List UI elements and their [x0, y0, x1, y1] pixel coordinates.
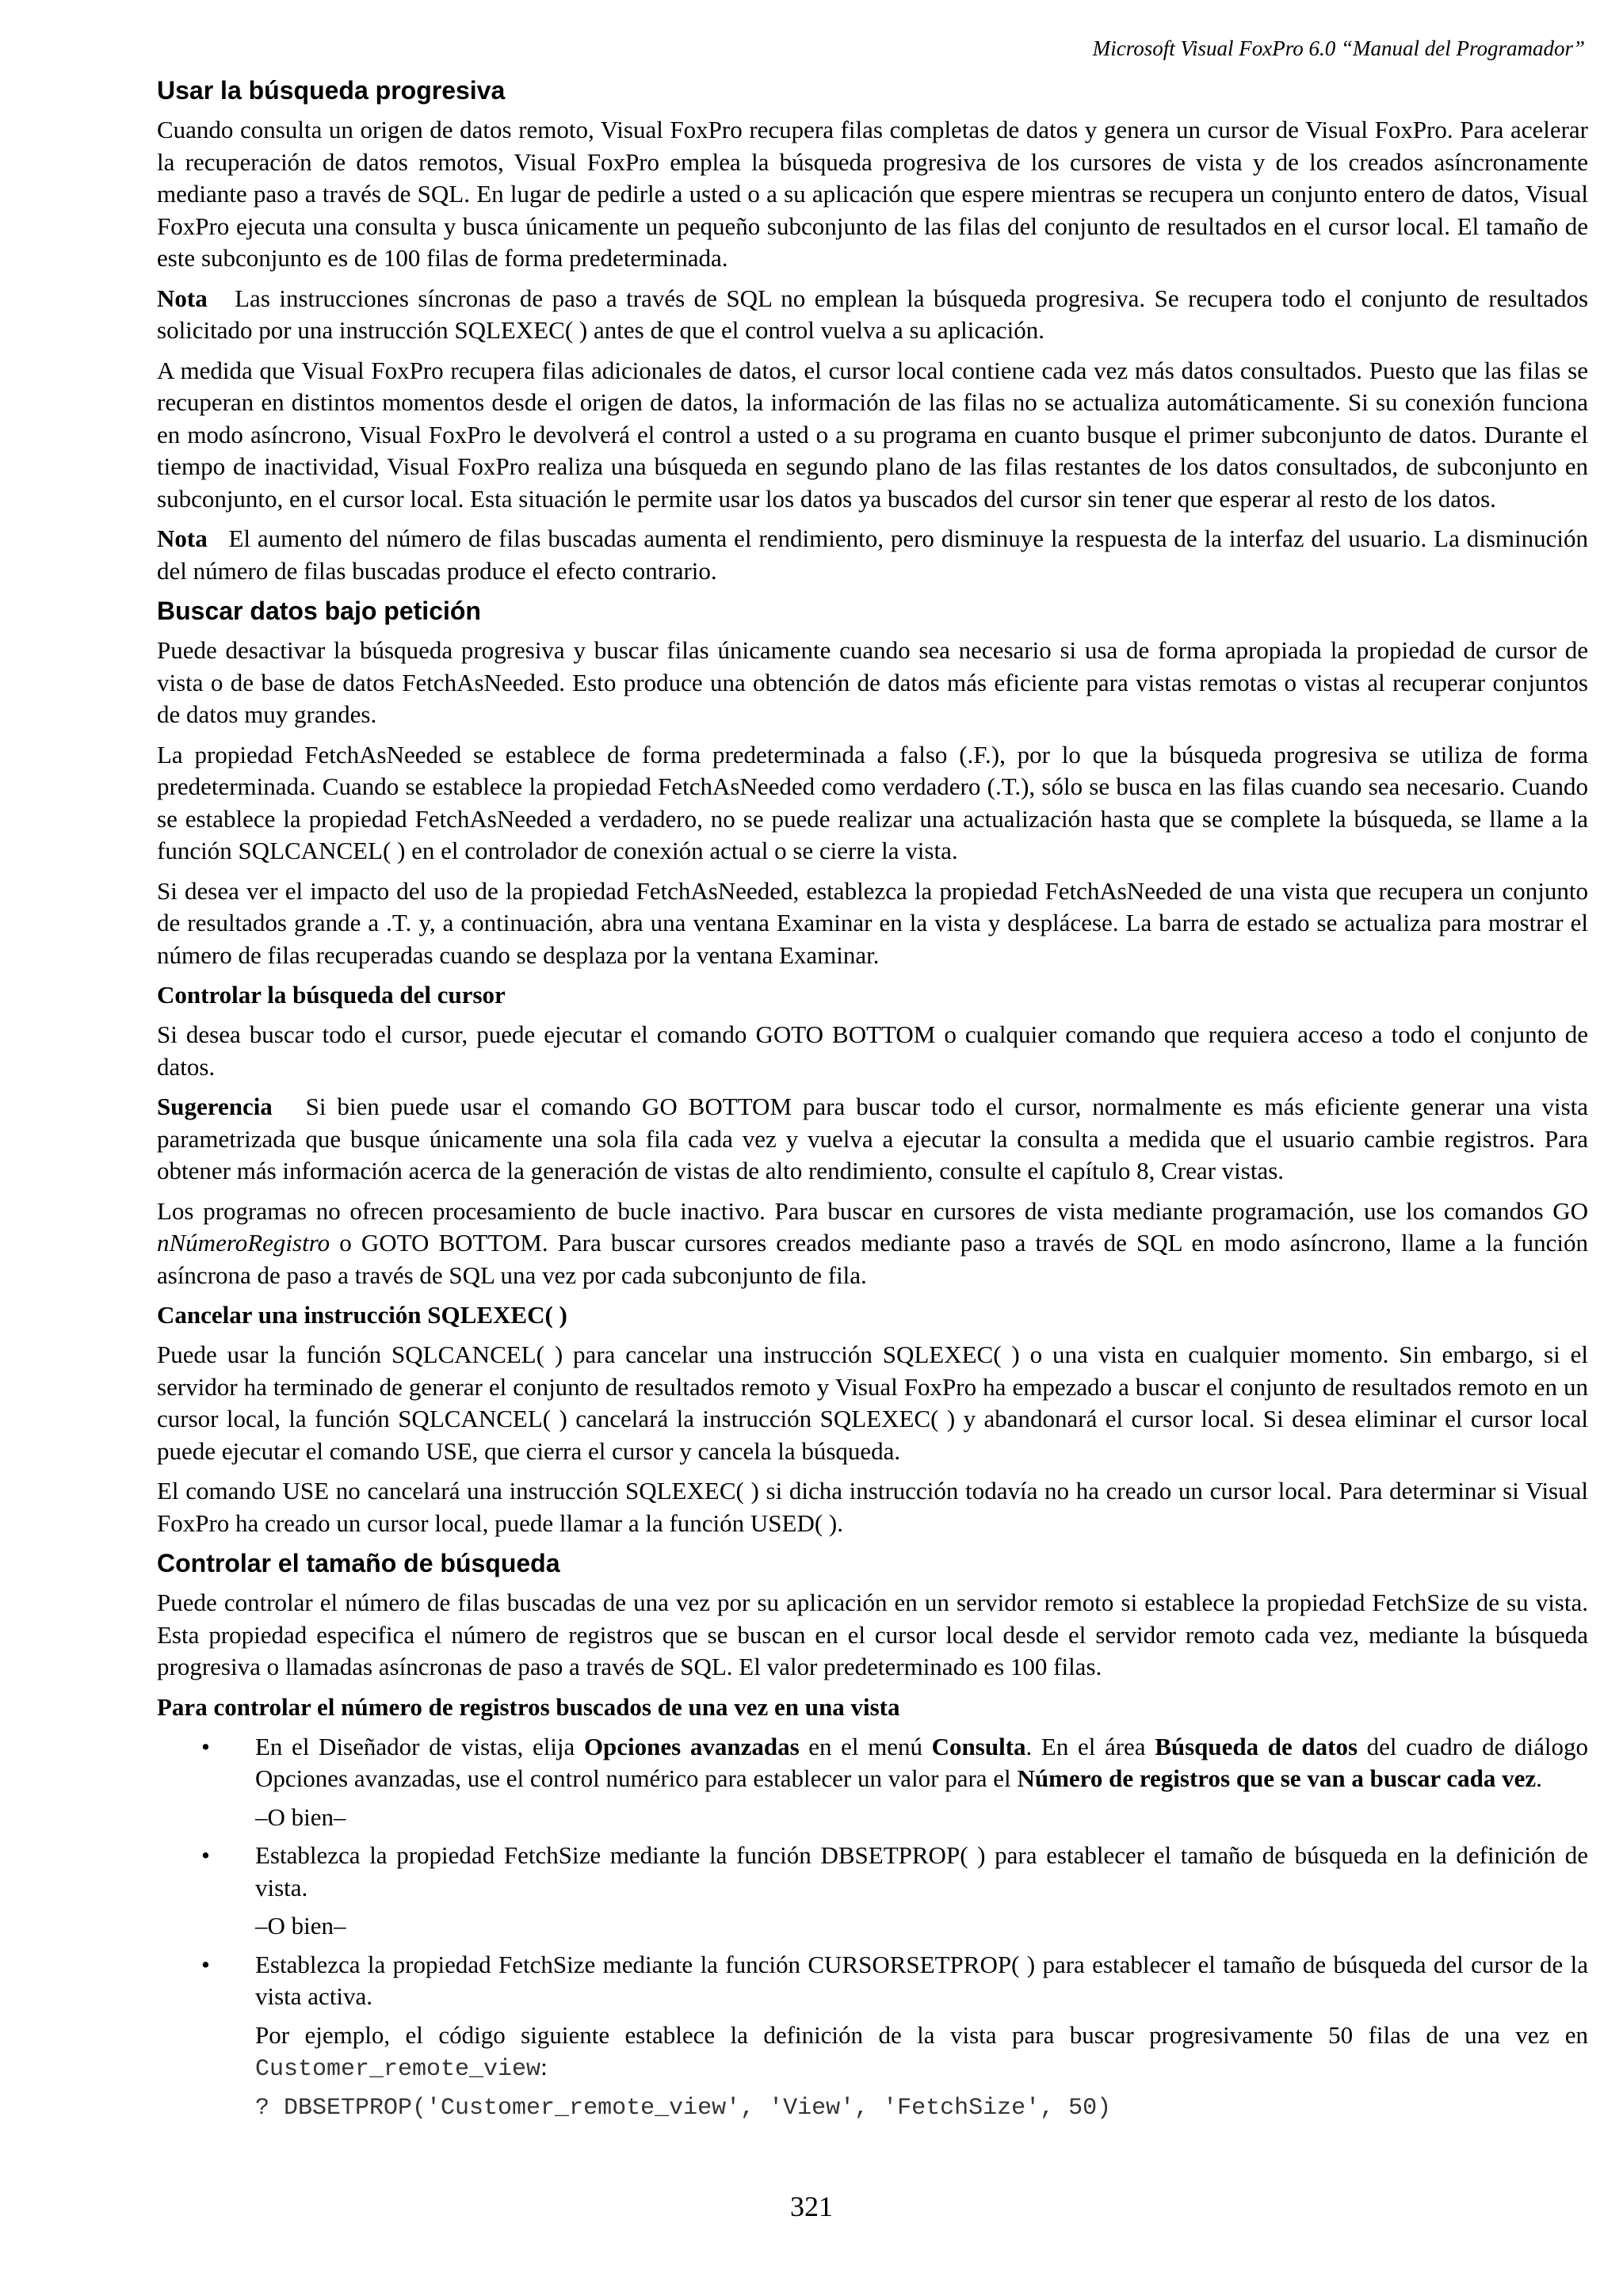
- list-item: [157, 1949, 1588, 2124]
- bullet-icon: •: [201, 1732, 210, 1760]
- paragraph: Puede usar la función SQLCANCEL( ) para cancelar una instrucción SQLEXEC( ) o una vista en cualquier momento. Sin embargo, si el servidor ha terminado de generar el conjunto de resultados remoto y Visual FoxPro ha empezado a buscar el conjunto de resultados remoto en un cursor local, la función SQLCANCEL( ) cancelará la instrucción SQLEXEC( ) y abandonará el cursor local. Si desea eliminar el cursor local puede ejecutar el comando USE, que cierra el cursor y cancela la búsqueda.: [157, 1341, 1588, 1465]
- paragraph: La propiedad FetchAsNeeded se establece de forma predeterminada a falso (.F.), por lo que la búsqueda progresiva se utiliza de forma predeterminada. Cuando se establece la propiedad FetchAsNeeded como verdadero (.T.), sólo se busca en las filas cuando sea necesario. Cuando se establece la propiedad FetchAsNeeded a verdadero, no se puede realizar una actualización hasta que se complete la búsqueda, se llame a la función SQLCANCEL( ) en el controlador de conexión actual o se cierre la vista.: [157, 740, 1588, 864]
- bullet-icon: •: [201, 1841, 210, 1869]
- page-content: [157, 74, 1588, 2130]
- running-header: Microsoft Visual FoxPro 6.0 “Manual del Programador”: [1092, 36, 1585, 60]
- subsection-title-controlar-busqueda: Controlar la búsqueda del cursor: [157, 981, 506, 1009]
- list-item-text: [255, 1731, 1588, 1795]
- section-title-busqueda-progresiva: Usar la búsqueda progresiva: [157, 76, 506, 105]
- note-label: Nota: [157, 524, 208, 552]
- text-run: En el Diseñador de vistas, elija: [255, 1732, 575, 1760]
- paragraph: Puede controlar el número de filas buscadas de una vez por su aplicación en un servidor remoto si establece la propiedad FetchSize de su vista. Esta propiedad especifica el número de registros que se buscan en el cursor local desde el servidor remoto cada vez, mediante la búsqueda progresiva o llamadas asíncronas de paso a través de SQL. El valor predeterminado es 100 filas.: [157, 1589, 1588, 1680]
- list-item-text: Establezca la propiedad FetchSize mediante la función DBSETPROP( ) para establecer el tamaño de búsqueda en la definición de vista.: [255, 1841, 1588, 1901]
- list-item: [157, 1731, 1588, 1834]
- note-label: Nota: [157, 284, 208, 312]
- text-run: Los programas no ofrecen procesamiento de bucle inactivo. Para buscar en cursores de vista mediante programación, use los comandos GO: [157, 1196, 1588, 1225]
- paragraph: Si desea ver el impacto del uso de la propiedad FetchAsNeeded, establezca la propiedad FetchAsNeeded de una vista que recupera un conjunto de resultados grande a .T. y, a continuación, abra una ventana Examinar en la vista y desplácese. La barra de estado se actualiza para mostrar el número de filas recuperadas cuando se desplaza por la ventana Examinar.: [157, 876, 1588, 969]
- tip-text: Si bien puede usar el comando GO BOTTOM para buscar todo el cursor, normalmente es más eficiente generar una vista parametrizada que busque únicamente una sola fila cada vez y vuelva a ejecutar la consulta a medida que el usuario cambie registros. Para obtener más información acerca de la generación de vistas de alto rendimiento, consulte el capítulo 8, Crear vistas.: [157, 1093, 1589, 1184]
- text-run: o GOTO BOTTOM. Para buscar cursores creados mediante paso a través de SQL en modo asíncrono, llame a la función asíncrona de paso a través de SQL una vez por cada subconjunto de fila.: [157, 1229, 1588, 1289]
- procedure-title: Para controlar el número de registros buscados de una vez en una vista: [157, 1692, 900, 1721]
- paragraph: [157, 1196, 1588, 1292]
- italic-term: nNúmeroRegistro: [157, 1229, 330, 1257]
- paragraph: A medida que Visual FoxPro recupera filas adicionales de datos, el cursor local contiene cada vez más datos consultados. Puesto que las filas se recuperan en distintos momentos desde el origen de datos, la información de las filas no se actualiza automáticamente. Si su conexión funciona en modo asíncrono, Visual FoxPro le devolverá el control a usted o a su programa en cuanto busque el primer subconjunto de datos. Durante el tiempo de inactividad, Visual FoxPro realiza una búsqueda en segundo plano de las filas restantes de los datos consultados, de subconjunto en subconjunto, en el cursor local. Esta situación le permite usar los datos ya buscados del cursor sin tener que esperar al resto de los datos.: [157, 356, 1588, 513]
- paragraph: Si desea buscar todo el cursor, puede ejecutar el comando GOTO BOTTOM o cualquier comando que requiera acceso a todo el conjunto de datos.: [157, 1020, 1588, 1081]
- subsection-title-cancelar-sqlexec: Cancelar una instrucción SQLEXEC( ): [157, 1301, 567, 1329]
- tip-paragraph: [157, 1091, 1588, 1188]
- paragraph: Puede desactivar la búsqueda progresiva y buscar filas únicamente cuando sea necesario si usa de forma apropiada la propiedad de cursor de vista o de base de datos FetchAsNeeded. Esto produce una obtención de datos más eficiente para vistas remotas o vistas al recuperar conjuntos de datos muy grandes.: [157, 636, 1588, 728]
- note-text: Las instrucciones síncronas de paso a través de SQL no emplean la búsqueda progresiva. Se recupera todo el conjunto de resultados solicitado por una instrucción SQLEXEC( ) antes de que el control vuelva a su aplicación.: [157, 284, 1589, 344]
- section-title-tamano-busqueda: Controlar el tamaño de búsqueda: [157, 1549, 560, 1577]
- page-number: 321: [790, 2191, 833, 2222]
- text-run: en el menú: [808, 1732, 923, 1760]
- text-run: :: [540, 2053, 548, 2081]
- section-title-buscar-datos: Buscar datos bajo petición: [157, 597, 481, 625]
- text-run: .: [1536, 1764, 1542, 1792]
- note-text: El aumento del número de filas buscadas aumenta el rendimiento, pero disminuye la respuesta de la interfaz del usuario. La disminución del número de filas buscadas produce el efecto contrario.: [157, 524, 1589, 585]
- tip-label: Sugerencia: [157, 1093, 273, 1120]
- note-paragraph: [157, 523, 1588, 587]
- alternative-separator: –O bien–: [255, 1912, 346, 1939]
- text-run: Por ejemplo, el código siguiente establece la definición de la vista para buscar progresivamente 50 filas de una vez en: [255, 2020, 1588, 2049]
- example-text: [255, 2019, 1588, 2086]
- bold-term: Consulta: [931, 1732, 1026, 1760]
- code-example: ? DBSETPROP('Customer_remote_view', 'View', 'FetchSize', 50): [255, 2094, 1112, 2122]
- bold-term: Opciones avanzadas: [583, 1732, 800, 1760]
- note-paragraph: [157, 283, 1588, 347]
- bold-term: Búsqueda de datos: [1155, 1732, 1358, 1760]
- procedure-list: [157, 1731, 1588, 2124]
- text-run: del cuadro de diálogo Opciones avanzadas, use el control numérico para establecer un valor para el: [255, 1732, 1588, 1792]
- text-run: . En el área: [1025, 1732, 1146, 1760]
- paragraph: El comando USE no cancelará una instrucción SQLEXEC( ) si dicha instrucción todavía no ha creado un cursor local. Para determinar si Visual FoxPro ha creado un cursor local, puede llamar a la función USED( ).: [157, 1477, 1588, 1537]
- list-item-text: Establezca la propiedad FetchSize mediante la función CURSORSETPROP( ) para establecer el tamaño de búsqueda del cursor de la vista activa.: [255, 1950, 1588, 2010]
- alternative-separator: –O bien–: [255, 1802, 346, 1831]
- paragraph: Cuando consulta un origen de datos remoto, Visual FoxPro recupera filas completas de datos y genera un cursor de Visual FoxPro. Para acelerar la recuperación de datos remotos, Visual FoxPro emplea la búsqueda progresiva de los cursores de vista y de los creados asíncronamente mediante paso a través de SQL. En lugar de pedirle a usted o a su aplicación que espere mientras se recupera un conjunto entero de datos, Visual FoxPro ejecuta una consulta y busca únicamente un pequeño subconjunto de las filas del conjunto de resultados en el cursor local. El tamaño de este subconjunto es de 100 filas de forma predeterminada.: [157, 116, 1588, 272]
- inline-code: Customer_remote_view: [255, 2056, 541, 2083]
- bold-term: Número de registros que se van a buscar cada vez: [1017, 1764, 1537, 1792]
- bullet-icon: •: [201, 1950, 210, 1978]
- list-item: [157, 1840, 1588, 1943]
